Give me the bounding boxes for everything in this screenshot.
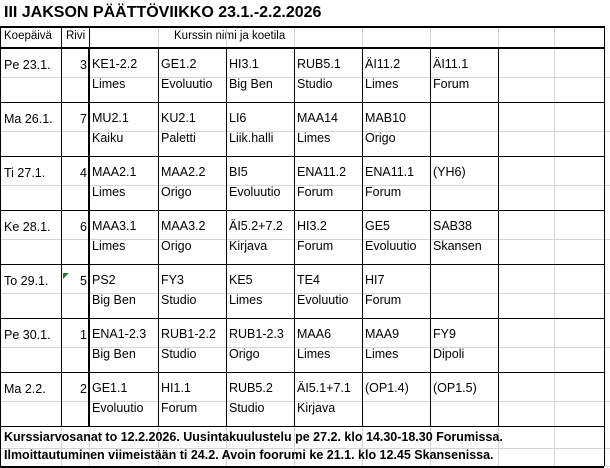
- course-name-cell[interactable]: HI3.1: [229, 57, 259, 71]
- border-col: [498, 48, 499, 426]
- course-name-cell[interactable]: (OP1.5): [433, 381, 477, 395]
- room-cell[interactable]: Limes: [92, 239, 126, 253]
- course-name-cell[interactable]: RUB5.1: [297, 57, 341, 71]
- course-name-cell[interactable]: ÄI11.2: [365, 57, 401, 71]
- course-name-cell[interactable]: GE1.1: [92, 381, 128, 395]
- border-row: [0, 210, 604, 211]
- room-cell[interactable]: Limes: [297, 131, 331, 145]
- day-cell[interactable]: Pe 23.1.: [4, 58, 51, 72]
- room-cell[interactable]: Forum: [161, 401, 198, 415]
- footer-line-1[interactable]: Kurssiarvosanat to 12.2.2026. Uusintakuulustelu pe 27.2. klo 14.30-18.30 Forumissa.: [4, 430, 503, 444]
- room-cell[interactable]: Big Ben: [229, 77, 273, 91]
- room-cell[interactable]: Skansen: [433, 239, 482, 253]
- course-name-cell[interactable]: MAA2.1: [92, 165, 137, 179]
- sheet-title: III JAKSON PÄÄTTÖVIIKKO 23.1.-2.2.2026: [4, 4, 322, 21]
- rivi-cell[interactable]: 4: [80, 166, 87, 180]
- course-name-cell[interactable]: FY9: [433, 327, 456, 341]
- room-cell[interactable]: Origo: [365, 131, 396, 145]
- room-cell[interactable]: Kirjava: [297, 401, 336, 415]
- room-cell[interactable]: Studio: [229, 401, 265, 415]
- border-col: [158, 48, 159, 426]
- course-name-cell[interactable]: HI3.2: [297, 219, 327, 233]
- room-cell[interactable]: Studio: [161, 347, 197, 361]
- room-cell[interactable]: Forum: [297, 239, 334, 253]
- course-name-cell[interactable]: GE5: [365, 219, 391, 233]
- course-name-cell[interactable]: (OP1.4): [365, 381, 409, 395]
- border-top: [0, 26, 604, 28]
- course-name-cell[interactable]: LI6: [229, 111, 247, 125]
- rivi-cell[interactable]: 7: [80, 112, 87, 126]
- room-cell[interactable]: Origo: [161, 239, 192, 253]
- rivi-cell[interactable]: 1: [80, 328, 87, 342]
- border-row: [0, 48, 604, 49]
- border-col-double: [88, 48, 89, 426]
- course-name-cell[interactable]: ENA11.1: [365, 165, 415, 179]
- course-name-cell[interactable]: MAA2.2: [161, 165, 206, 179]
- room-cell[interactable]: Forum: [365, 293, 402, 307]
- rivi-cell[interactable]: 6: [80, 220, 87, 234]
- course-name-cell[interactable]: MU2.1: [92, 111, 129, 125]
- border-row: [0, 102, 604, 103]
- day-cell[interactable]: Pe 30.1.: [4, 328, 51, 342]
- course-name-cell[interactable]: ÄI5.1+7.1: [297, 381, 351, 395]
- course-name-cell[interactable]: KE1-2.2: [92, 57, 138, 71]
- room-cell[interactable]: Limes: [229, 293, 263, 307]
- room-cell[interactable]: Studio: [161, 293, 197, 307]
- course-name-cell[interactable]: RUB1-2.2: [161, 327, 216, 341]
- room-cell[interactable]: Liik.halli: [229, 131, 274, 145]
- course-name-cell[interactable]: GE1.2: [161, 57, 197, 71]
- course-name-cell[interactable]: ENA1-2.3: [92, 327, 147, 341]
- border-row: [0, 318, 604, 319]
- room-cell[interactable]: Limes: [365, 77, 399, 91]
- room-cell[interactable]: Paletti: [161, 131, 196, 145]
- course-name-cell[interactable]: ÄI5.2+7.2: [229, 219, 283, 233]
- day-cell[interactable]: To 29.1.: [4, 274, 49, 288]
- course-name-cell[interactable]: SAB38: [433, 219, 472, 233]
- room-cell[interactable]: Evoluutio: [92, 401, 144, 415]
- border-col: [226, 48, 227, 426]
- border-col: [362, 48, 363, 426]
- rivi-cell[interactable]: 3: [80, 58, 87, 72]
- border-col: [430, 48, 431, 426]
- course-name-cell[interactable]: MAA6: [297, 327, 332, 341]
- room-cell[interactable]: Evoluutio: [297, 293, 349, 307]
- border-row: [0, 426, 604, 427]
- room-cell[interactable]: Big Ben: [92, 347, 136, 361]
- header-kurssi[interactable]: Kurssin nimi ja koetila: [174, 30, 286, 42]
- rivi-cell[interactable]: 5: [80, 274, 87, 288]
- course-name-cell[interactable]: BI5: [229, 165, 248, 179]
- comment-indicator-icon: [63, 273, 69, 279]
- border-row: [0, 156, 604, 157]
- border-row: [0, 372, 604, 373]
- room-cell[interactable]: Limes: [365, 347, 399, 361]
- room-cell[interactable]: Forum: [297, 185, 334, 199]
- course-name-cell[interactable]: RUB1-2.3: [229, 327, 284, 341]
- room-cell[interactable]: Kaiku: [92, 131, 124, 145]
- course-name-cell[interactable]: ÄI11.1: [433, 57, 469, 71]
- day-cell[interactable]: Ti 27.1.: [4, 166, 46, 180]
- day-cell[interactable]: Ma 26.1.: [4, 112, 53, 126]
- course-name-cell[interactable]: KE5: [229, 273, 253, 287]
- room-cell[interactable]: Studio: [297, 77, 333, 91]
- header-koepaiva[interactable]: Koepäivä: [4, 30, 52, 42]
- day-cell[interactable]: Ma 2.2.: [4, 382, 46, 396]
- room-cell[interactable]: Limes: [92, 77, 126, 91]
- course-name-cell[interactable]: KU2.1: [161, 111, 196, 125]
- room-cell[interactable]: Limes: [92, 185, 126, 199]
- room-cell[interactable]: Dipoli: [433, 347, 465, 361]
- course-name-cell[interactable]: ENA11.2: [297, 165, 347, 179]
- room-cell[interactable]: Big Ben: [92, 293, 136, 307]
- course-name-cell[interactable]: MAA9: [365, 327, 400, 341]
- rivi-cell[interactable]: 2: [80, 382, 87, 396]
- room-cell[interactable]: Forum: [365, 185, 402, 199]
- room-cell[interactable]: Limes: [297, 347, 331, 361]
- border-row: [0, 264, 604, 265]
- room-cell[interactable]: Evoluutio: [161, 77, 213, 91]
- border-right: [604, 26, 605, 466]
- course-name-cell[interactable]: MAA3.2: [161, 219, 206, 233]
- course-name-cell[interactable]: TE4: [297, 273, 320, 287]
- border-col: [89, 26, 90, 426]
- course-name-cell[interactable]: HI1.1: [161, 381, 191, 395]
- course-name-cell[interactable]: RUB5.2: [229, 381, 273, 395]
- room-cell[interactable]: Origo: [229, 347, 260, 361]
- room-cell[interactable]: Forum: [433, 77, 470, 91]
- room-cell[interactable]: Evoluutio: [229, 185, 281, 199]
- course-name-cell[interactable]: MAA14: [297, 111, 338, 125]
- border-left: [0, 26, 1, 466]
- course-name-cell[interactable]: HI7: [365, 273, 385, 287]
- room-cell[interactable]: Evoluutio: [365, 239, 417, 253]
- footer-line-2[interactable]: Ilmoittautuminen viimeistään ti 24.2. Avoin foorumi ke 21.1. klo 12.45 Skansenissa.: [4, 448, 494, 462]
- course-name-cell[interactable]: FY3: [161, 273, 184, 287]
- course-name-cell[interactable]: MAB10: [365, 111, 406, 125]
- room-cell[interactable]: Kirjava: [229, 239, 268, 253]
- course-name-cell[interactable]: (YH6): [433, 165, 466, 179]
- course-name-cell[interactable]: PS2: [92, 273, 116, 287]
- border-col: [294, 48, 295, 426]
- header-rivi[interactable]: Rivi: [66, 30, 86, 42]
- room-cell[interactable]: Origo: [161, 185, 192, 199]
- day-cell[interactable]: Ke 28.1.: [4, 220, 51, 234]
- course-name-cell[interactable]: MAA3.1: [92, 219, 137, 233]
